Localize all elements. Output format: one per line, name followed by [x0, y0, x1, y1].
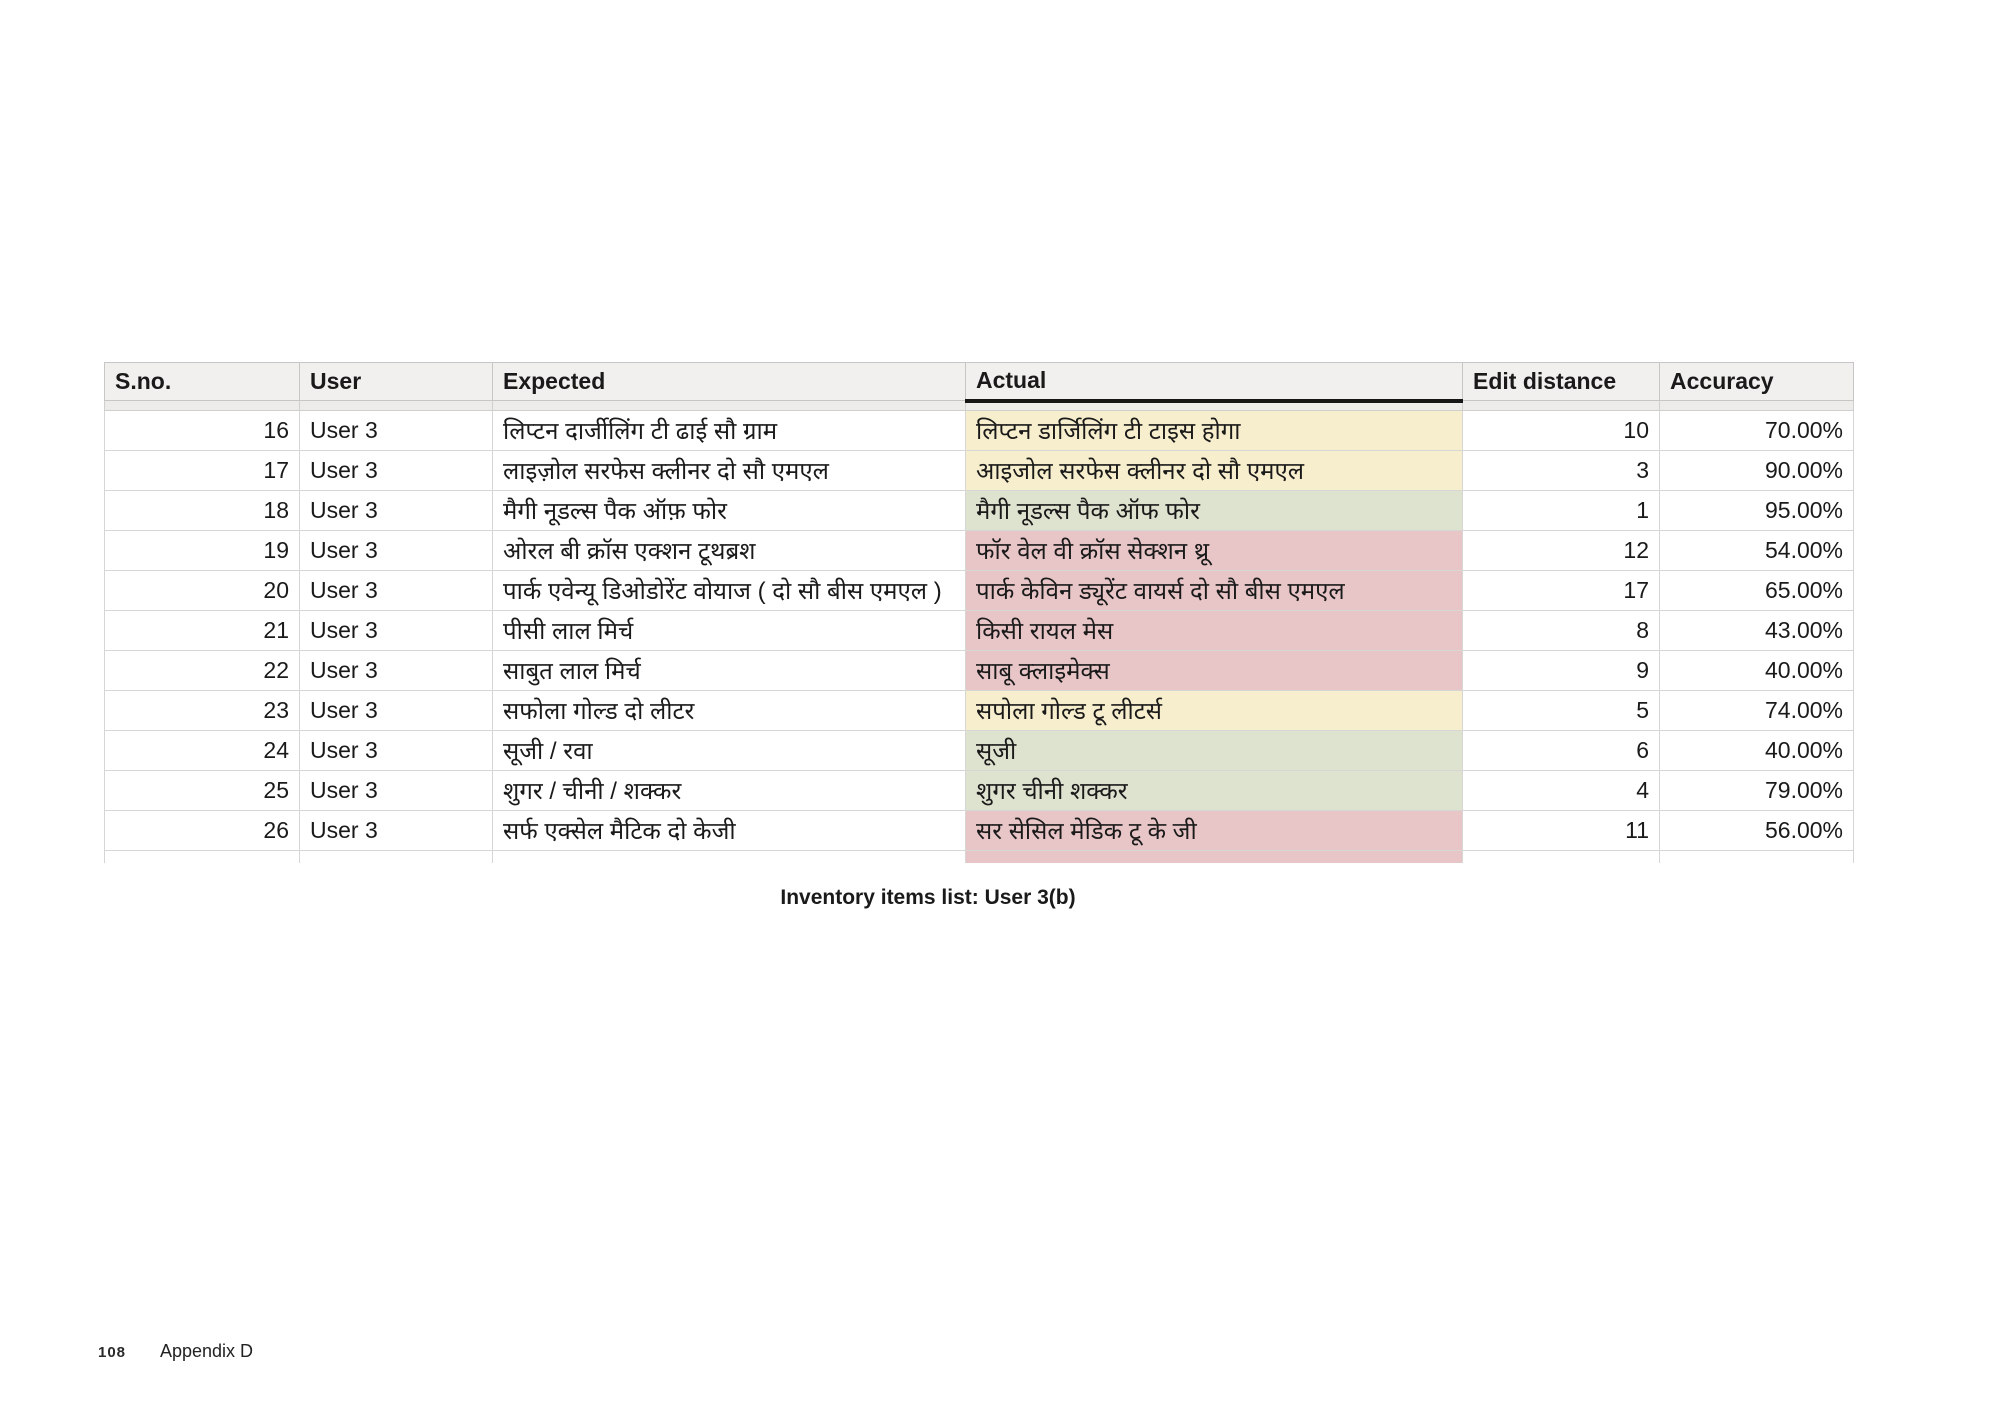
actual-cell: लिप्टन डार्जिलिंग टी टाइस होगा [966, 411, 1463, 451]
inventory-table-container [104, 362, 1853, 863]
partial-cell [105, 851, 300, 863]
column-header-actual: Actual [966, 363, 1463, 401]
accuracy-cell: 95.00% [1660, 491, 1854, 531]
accuracy-cell: 40.00% [1660, 731, 1854, 771]
column-header-expected: Expected [493, 363, 966, 401]
actual-cell: मैगी नूडल्स पैक ऑफ फोर [966, 491, 1463, 531]
table-row [105, 451, 1854, 491]
table-header [105, 363, 1854, 411]
column-header-sno: S.no. [105, 363, 300, 401]
user-cell: User 3 [300, 491, 493, 531]
table-row [105, 691, 1854, 731]
header-gap-row [105, 401, 1854, 411]
table-row [105, 731, 1854, 771]
expected-cell: सर्फ एक्सेल मैटिक दो केजी [493, 811, 966, 851]
user-cell: User 3 [300, 531, 493, 571]
user-cell: User 3 [300, 451, 493, 491]
actual-cell: आइजोल सरफेस क्लीनर दो सौ एमएल [966, 451, 1463, 491]
sno-cell: 25 [105, 771, 300, 811]
table-row [105, 531, 1854, 571]
user-cell: User 3 [300, 411, 493, 451]
expected-cell: शुगर / चीनी / शक्कर [493, 771, 966, 811]
header-row [105, 363, 1854, 401]
edit-distance-cell: 11 [1463, 811, 1660, 851]
user-cell: User 3 [300, 731, 493, 771]
expected-cell: पार्क एवेन्यू डिओडोरेंट वोयाज ( दो सौ बीस एमएल ) [493, 571, 966, 611]
accuracy-cell: 70.00% [1660, 411, 1854, 451]
user-cell: User 3 [300, 651, 493, 691]
table-row [105, 611, 1854, 651]
edit-distance-cell: 4 [1463, 771, 1660, 811]
partial-cell [300, 851, 493, 863]
column-header-accuracy: Accuracy [1660, 363, 1854, 401]
edit-distance-cell: 3 [1463, 451, 1660, 491]
expected-cell: सूजी / रवा [493, 731, 966, 771]
accuracy-cell: 65.00% [1660, 571, 1854, 611]
sno-cell: 20 [105, 571, 300, 611]
table-row [105, 771, 1854, 811]
user-cell: User 3 [300, 611, 493, 651]
sno-cell: 16 [105, 411, 300, 451]
user-cell: User 3 [300, 811, 493, 851]
edit-distance-cell: 5 [1463, 691, 1660, 731]
page-number: 108 [98, 1344, 127, 1361]
actual-cell: सपोला गोल्ड टू लीटर्स [966, 691, 1463, 731]
actual-cell: सर सेसिल मेडिक टू के जी [966, 811, 1463, 851]
accuracy-cell: 74.00% [1660, 691, 1854, 731]
sno-cell: 21 [105, 611, 300, 651]
user-cell: User 3 [300, 771, 493, 811]
actual-cell: किसी रायल मेस [966, 611, 1463, 651]
expected-cell: मैगी नूडल्स पैक ऑफ़ फोर [493, 491, 966, 531]
accuracy-cell: 79.00% [1660, 771, 1854, 811]
edit-distance-cell: 6 [1463, 731, 1660, 771]
edit-distance-cell: 17 [1463, 571, 1660, 611]
table-caption: Inventory items list: User 3(b) [780, 886, 1076, 909]
actual-cell: सूजी [966, 731, 1463, 771]
appendix-label: Appendix D [160, 1341, 254, 1361]
expected-cell: ओरल बी क्रॉस एक्शन टूथब्रश [493, 531, 966, 571]
sno-cell: 26 [105, 811, 300, 851]
sno-cell: 24 [105, 731, 300, 771]
table-row [105, 571, 1854, 611]
partial-actual-cell [966, 851, 1463, 863]
sno-cell: 22 [105, 651, 300, 691]
accuracy-cell: 40.00% [1660, 651, 1854, 691]
user-cell: User 3 [300, 571, 493, 611]
table-row [105, 811, 1854, 851]
sno-cell: 23 [105, 691, 300, 731]
edit-distance-cell: 10 [1463, 411, 1660, 451]
actual-cell: फॉर वेल वी क्रॉस सेक्शन थ्रू [966, 531, 1463, 571]
edit-distance-cell: 1 [1463, 491, 1660, 531]
accuracy-cell: 43.00% [1660, 611, 1854, 651]
user-cell: User 3 [300, 691, 493, 731]
table-row [105, 651, 1854, 691]
edit-distance-cell: 8 [1463, 611, 1660, 651]
expected-cell: पीसी लाल मिर्च [493, 611, 966, 651]
partial-cell [1463, 851, 1660, 863]
edit-distance-cell: 9 [1463, 651, 1660, 691]
edit-distance-cell: 12 [1463, 531, 1660, 571]
column-header-edit-distance: Edit distance [1463, 363, 1660, 401]
sno-cell: 18 [105, 491, 300, 531]
expected-cell: सफोला गोल्ड दो लीटर [493, 691, 966, 731]
accuracy-cell: 54.00% [1660, 531, 1854, 571]
sno-cell: 17 [105, 451, 300, 491]
expected-cell: लिप्टन दार्जीलिंग टी ढाई सौ ग्राम [493, 411, 966, 451]
expected-cell: लाइज़ोल सरफेस क्लीनर दो सौ एमएल [493, 451, 966, 491]
partial-row [105, 851, 1854, 863]
partial-cell [1660, 851, 1854, 863]
sno-cell: 19 [105, 531, 300, 571]
column-header-user: User [300, 363, 493, 401]
inventory-table [104, 362, 1854, 863]
actual-cell: पार्क केविन ड्यूरेंट वायर्स दो सौ बीस एमएल [966, 571, 1463, 611]
table-row [105, 491, 1854, 531]
expected-cell: साबुत लाल मिर्च [493, 651, 966, 691]
table-row [105, 411, 1854, 451]
accuracy-cell: 90.00% [1660, 451, 1854, 491]
partial-cell [493, 851, 966, 863]
table-body [105, 411, 1854, 863]
accuracy-cell: 56.00% [1660, 811, 1854, 851]
actual-cell: साबू क्लाइमेक्स [966, 651, 1463, 691]
actual-cell: शुगर चीनी शक्कर [966, 771, 1463, 811]
